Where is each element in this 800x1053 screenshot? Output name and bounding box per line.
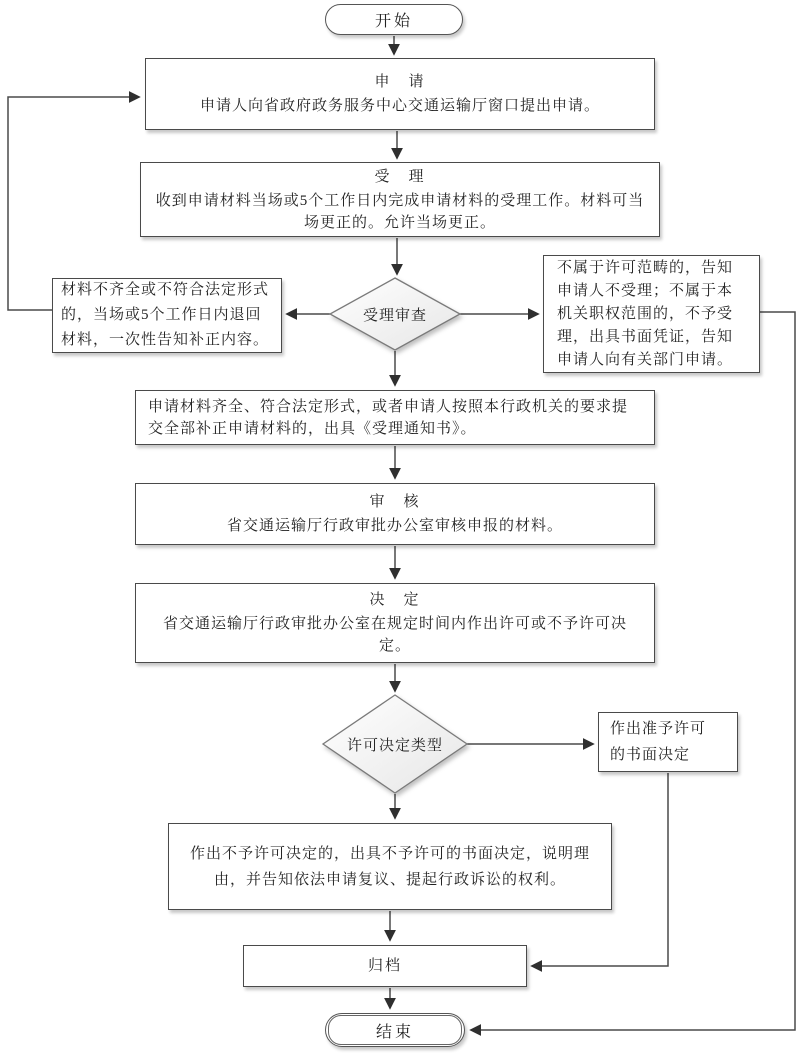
diamond-review-check-label: 受理审查 [362,307,427,324]
node-accept-title: 受 理 [374,168,426,185]
node-archive-body: 归档 [367,958,402,974]
node-not-in-scope [543,255,760,373]
node-deny-body: 作出不予许可决定的，出具不予许可的书面决定，说明理由，并告知依法申请复议、提起行政诉讼的权利。 [189,845,590,888]
node-archive [243,945,527,987]
end-terminator-inner [328,1015,462,1045]
node-apply-title: 申 请 [374,74,426,90]
node-audit-body: 省交通运输厅行政审批办公室审核申报的材料。 [226,518,563,534]
node-decide [135,583,655,663]
start-label: 开始 [374,13,413,30]
node-materials-incomplete-body: 材料不齐全或不符合法定形式的，当场或5个工作日内退回材料，一次性告知补正内容。 [61,282,270,348]
node-approve [598,712,738,772]
end-terminator [325,1013,465,1047]
node-accept-body: 收到申请材料当场或5个工作日内完成申请材料的受理工作。材料可当场更正的。允许当场更正。 [155,192,645,231]
node-acceptance-notice [135,390,655,445]
diamond-decision-type-label: 许可决定类型 [346,737,443,754]
start-terminator [325,4,463,35]
end-label: 结束 [375,1023,414,1041]
node-deny [168,823,612,910]
node-decide-title: 决 定 [369,592,421,608]
node-audit-title: 审 核 [369,494,421,510]
node-approve-body: 作出准予许可的书面决定 [610,721,707,763]
node-apply-body: 申请人向省政府政务服务中心交通运输厅窗口提出申请。 [199,98,600,114]
node-decide-body: 省交通运输厅行政审批办公室在规定时间内作出许可或不予许可决定。 [162,616,627,654]
node-acceptance-notice-body: 申请材料齐全、符合法定形式，或者申请人按照本行政机关的要求提交全部补正申请材料的，出具《受理通知书》。 [148,398,629,437]
node-accept [140,162,660,237]
node-apply [145,58,655,130]
node-audit [135,483,655,545]
node-not-in-scope-body: 不属于许可范畴的，告知申请人不受理；不属于本机关职权范围的，不予受理，出具书面凭证，告知申请人向有关部门申请。 [557,259,734,368]
node-materials-incomplete [52,278,282,353]
